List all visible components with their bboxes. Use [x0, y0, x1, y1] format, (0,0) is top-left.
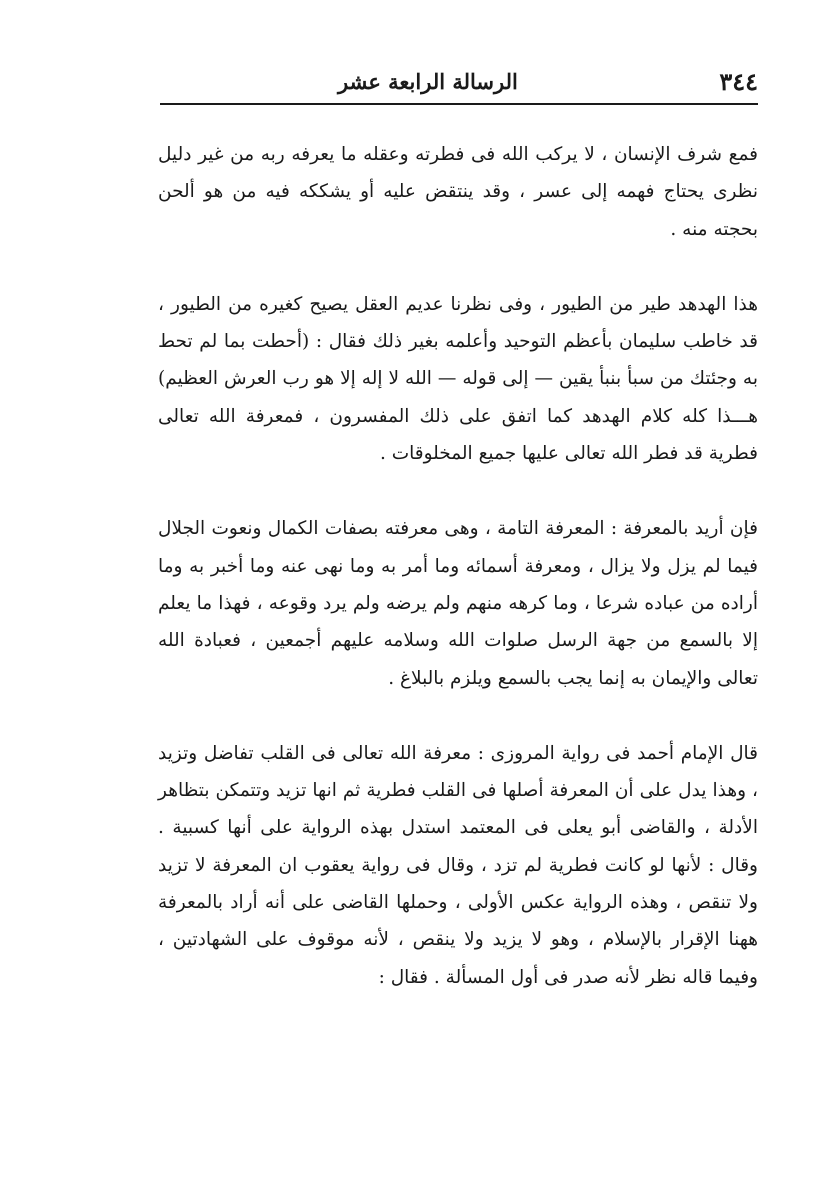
- paragraph-3: فإن أريد بالمعرفة : المعرفة التامة ، وهى معرفته بصفات الكمال ونعوت الجلال فيما لم يزل ولا يزال ، ومعرفة أسمائه وما أمر به وما نهى عنه وما أخبر به وما أراده من عباده شرعا ، وما كرهه منهم ولم يرضه ولم يرد وقوعه ، فهذا ما يعلم إلا بالسمع من جهة الرسل صلوات الله وسلامه عليهم أجمعين ، فعبادة الله تعالى والإيمان به إنما يجب بالسمع ويلزم بالبلاغ .: [158, 518, 758, 689]
- running-title: الرسالة الرابعة عشر: [338, 68, 518, 94]
- body-text: [158, 136, 758, 996]
- header-rule: [160, 103, 758, 105]
- paragraph-2: هذا الهدهد طير من الطيور ، وفى نظرنا عديم العقل يصيح كغيره من الطيور ، قد خاطب سليمان بأعظم التوحيد وأعلمه بغير ذلك فقال : (أحطت بما لم تحط به وجئتك من سبأ بنبأ يقين — إلى قوله — الله لا إله إلا هو رب العرش العظيم) هـــذا كله كلام الهدهد كما اتفق على ذلك المفسرون ، فمعرفة الله تعالى فطرية قد فطر الله تعالى عليها جميع المخلوقات .: [158, 293, 758, 465]
- page-header: [160, 62, 758, 100]
- page-number: ٣٤٤: [719, 66, 758, 96]
- paragraph-1: فمع شرف الإنسان ، لا يركب الله فى فطرته وعقله ما يعرفه ربه من غير دليل نظرى يحتاج فهمه إلى عسر ، وقد ينتقض عليه أو يشككه فيه من هو ألحن بحجته منه .: [158, 144, 758, 240]
- paragraph-4: قال الإمام أحمد فى رواية المروزى : معرفة الله تعالى فى القلب تفاضل وتزيد ، وهذا يدل على أن المعرفة أصلها فى القلب فطرية ثم انها تزيد وتتمكن بتظاهر الأدلة ، والقاضى أبو يعلى فى المعتمد استدل بهذه الرواية على أنها كسبية . وقال : لأنها لو كانت فطرية لم تزد ، وقال فى رواية يعقوب ان المعرفة لا تزيد ولا تنقص ، وهذه الرواية عكس الأولى ، وحملها القاضى على أنه أراد بالمعرفة ههنا الإقرار بالإسلام ، وهو لا يزيد ولا ينقص ، لأنه موقوف على الشهادتين ، وفيما قاله نظر لأنه صدر فى أول المسألة . فقال :: [158, 742, 758, 988]
